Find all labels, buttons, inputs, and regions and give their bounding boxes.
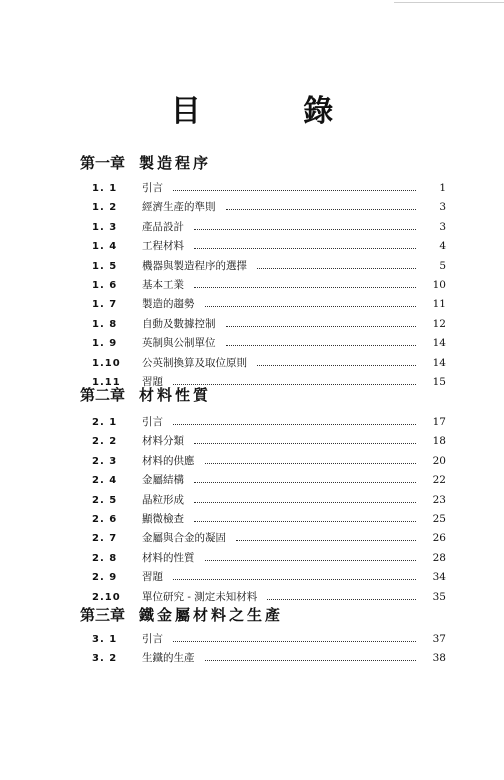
chapter-number: 第一章 (80, 154, 126, 172)
page-title: 目 錄 (170, 94, 380, 129)
dot-leader (205, 560, 417, 561)
toc-entry[interactable] (92, 631, 446, 649)
section-title: 材料的性質 (142, 551, 195, 564)
toc-entry[interactable] (92, 238, 446, 256)
dot-leader (194, 229, 416, 230)
page-number: 5 (439, 259, 446, 272)
dot-leader (226, 326, 417, 327)
section-title: 生鐵的生產 (142, 652, 195, 665)
chapter-title: 材料性質 (139, 386, 212, 404)
section-number: 1. 9 (92, 338, 118, 350)
section-title: 金屬結構 (142, 474, 184, 487)
dot-leader (205, 306, 417, 307)
dot-leader (194, 443, 416, 444)
dot-leader (194, 248, 416, 249)
section-number: 2. 6 (92, 514, 118, 525)
section-title: 顯微檢查 (142, 513, 184, 525)
page-number: 34 (432, 571, 446, 584)
section-title: 製造的趨勢 (142, 298, 195, 311)
section-number: 2.10 (92, 591, 121, 603)
dot-leader (236, 540, 416, 541)
section-number: 1. 6 (92, 280, 118, 291)
dot-leader (257, 268, 416, 269)
toc-entry[interactable] (92, 335, 446, 353)
toc-entry[interactable] (92, 277, 446, 295)
page-number: 1 (439, 182, 446, 194)
page-number: 12 (432, 317, 446, 330)
chapter-number: 第二章 (80, 386, 126, 404)
toc-entry[interactable] (92, 550, 446, 568)
section-title: 產品設計 (142, 220, 184, 233)
section-title: 習題 (142, 376, 163, 388)
dot-leader (194, 287, 416, 288)
dot-leader (173, 424, 416, 425)
page-number: 11 (432, 298, 446, 311)
section-title: 引言 (142, 416, 163, 428)
section-number: 1. 3 (92, 221, 118, 233)
toc-entry[interactable] (92, 316, 446, 334)
section-number: 1.11 (92, 377, 121, 388)
section-title: 材料的供應 (142, 454, 195, 467)
section-title: 機器與製造程序的選擇 (142, 259, 247, 272)
page-number: 14 (432, 356, 446, 369)
section-title: 習題 (142, 571, 163, 584)
toc-entry[interactable] (92, 492, 446, 510)
chapter-title: 製造程序 (139, 154, 212, 172)
section-number: 1.10 (92, 357, 121, 369)
section-number: 2. 4 (92, 475, 118, 487)
section-number: 3. 1 (92, 634, 118, 645)
section-number: 2. 5 (92, 494, 118, 506)
chapter-heading (80, 384, 211, 405)
toc-entry[interactable] (92, 472, 446, 490)
dot-leader (173, 190, 416, 191)
toc-entry[interactable] (92, 650, 446, 668)
page-number: 10 (432, 279, 446, 291)
page-number: 3 (439, 220, 446, 233)
section-title: 基本工業 (142, 279, 184, 291)
chapter-heading (80, 604, 283, 625)
dot-leader (194, 502, 416, 503)
dot-leader (173, 641, 416, 642)
section-number: 1. 4 (92, 241, 118, 253)
section-title: 金屬與合金的凝固 (142, 532, 226, 545)
dot-leader (205, 463, 417, 464)
section-title: 工程材料 (142, 240, 184, 253)
chapter-heading (80, 152, 211, 173)
section-number: 1. 2 (92, 202, 118, 214)
page-number: 18 (432, 435, 446, 448)
toc-entry[interactable] (92, 453, 446, 471)
section-number: 2. 1 (92, 417, 118, 428)
section-number: 1. 5 (92, 260, 118, 272)
chapter-number: 第三章 (80, 606, 126, 624)
dot-leader (205, 660, 417, 661)
page-number: 38 (432, 652, 446, 665)
toc-entry[interactable] (92, 355, 446, 373)
page-number: 3 (439, 201, 446, 214)
toc-entry[interactable] (92, 530, 446, 548)
section-title: 公英制換算及取位原則 (142, 356, 247, 369)
section-title: 英制與公制單位 (142, 337, 216, 350)
toc-entry[interactable] (92, 414, 446, 432)
toc-entry[interactable] (92, 511, 446, 529)
toc-entry[interactable] (92, 199, 446, 217)
section-title: 引言 (142, 633, 163, 645)
section-number: 2. 7 (92, 533, 118, 545)
section-number: 2. 9 (92, 572, 118, 584)
chapter-title: 鐵金屬材料之生產 (139, 606, 284, 624)
toc-entry[interactable] (92, 219, 446, 237)
section-number: 2. 8 (92, 552, 118, 564)
dot-leader (194, 521, 416, 522)
section-number: 1. 1 (92, 183, 118, 194)
page-number: 37 (432, 633, 446, 645)
dot-leader (226, 345, 417, 346)
dot-leader (267, 599, 416, 600)
section-title: 晶粒形成 (142, 493, 184, 506)
section-title: 材料分類 (142, 435, 184, 448)
page-number: 25 (432, 513, 446, 525)
section-number: 3. 2 (92, 653, 118, 665)
section-title: 自動及數據控制 (142, 317, 216, 330)
section-number: 1. 8 (92, 318, 118, 330)
top-rule (394, 2, 504, 3)
page-number: 23 (432, 493, 446, 506)
section-title: 引言 (142, 182, 163, 194)
page-number: 35 (432, 590, 446, 603)
page-number: 22 (432, 474, 446, 487)
section-number: 2. 3 (92, 455, 118, 467)
section-number: 2. 2 (92, 436, 118, 448)
page-number: 14 (432, 337, 446, 350)
page-number: 26 (432, 532, 446, 545)
page-number: 15 (432, 376, 446, 388)
page-number: 17 (432, 416, 446, 428)
page-number: 4 (439, 240, 446, 253)
toc-entry[interactable] (92, 569, 446, 587)
toc-entry[interactable] (92, 258, 446, 276)
dot-leader (257, 365, 416, 366)
toc-entry[interactable] (92, 296, 446, 314)
section-title: 單位研究 - 測定未知材料 (142, 590, 258, 603)
page-number: 28 (432, 551, 446, 564)
page-number: 20 (432, 454, 446, 467)
section-number: 1. 7 (92, 299, 118, 311)
dot-leader (194, 482, 416, 483)
toc-entry[interactable] (92, 180, 446, 198)
section-title: 經濟生產的準則 (142, 201, 216, 214)
dot-leader (226, 209, 417, 210)
toc-entry[interactable] (92, 433, 446, 451)
dot-leader (173, 579, 416, 580)
